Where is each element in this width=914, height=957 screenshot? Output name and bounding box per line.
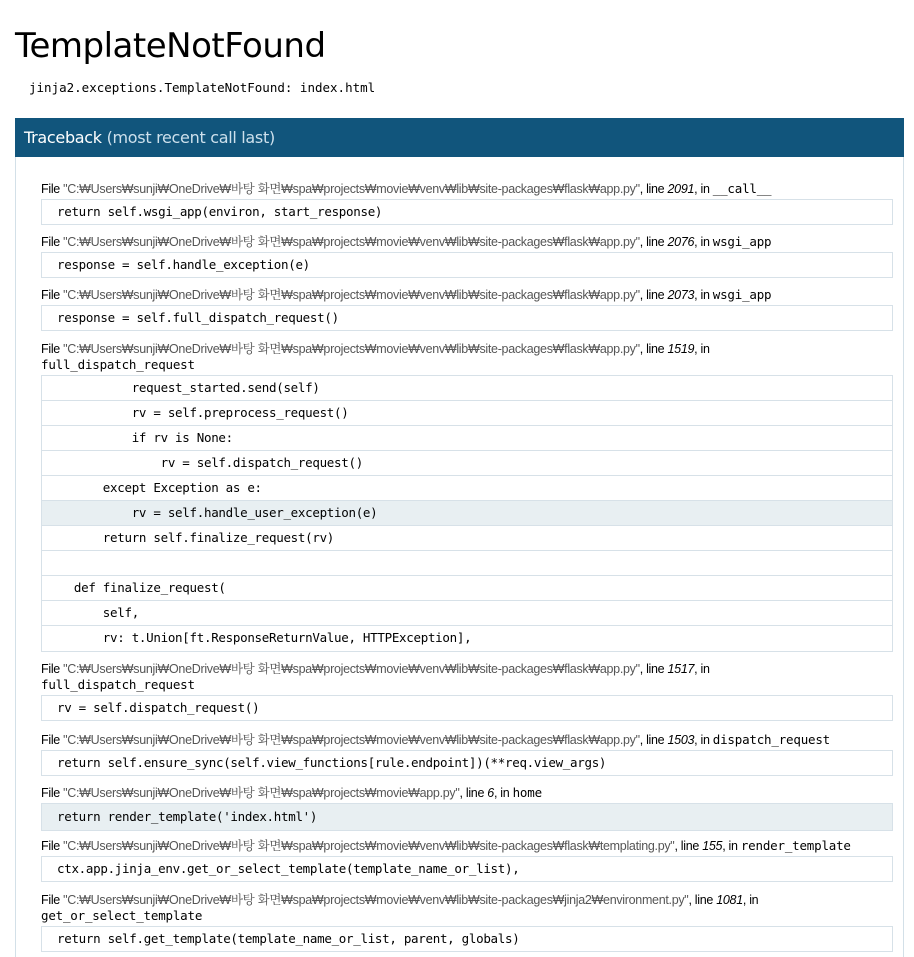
traceback-frame — [41, 892, 893, 952]
code-line: request_started.send(self) — [42, 376, 892, 401]
code-line: rv = self.preprocess_request() — [42, 401, 892, 426]
frame-line-number: 1081 — [716, 893, 743, 907]
code-line: return self.finalize_request(rv) — [42, 526, 892, 551]
code-line-current: return render_template('index.html') — [42, 804, 892, 830]
frame-code-block[interactable] — [41, 926, 893, 952]
frame-line-number: 1517 — [667, 662, 695, 676]
traceback-frame — [41, 732, 893, 776]
frame-line-number: 2076 — [667, 235, 695, 249]
frame-function-name: get_or_select_template — [41, 908, 203, 923]
frame-function-name: render_template — [740, 838, 851, 853]
code-line: rv: t.Union[ft.ResponseReturnValue, HTTPException], — [45, 630, 472, 645]
frame-file-path: "C:₩Users₩sunji₩OneDrive₩바탕 화면₩spa₩projects₩movie₩venv₩lib₩site-packages₩flask₩app.py" — [63, 235, 640, 249]
traceback-frame — [41, 181, 893, 225]
frame-file-path: "C:₩Users₩sunji₩OneDrive₩바탕 화면₩spa₩projects₩movie₩venv₩lib₩site-packages₩jinja2₩environment.py" — [63, 893, 689, 907]
frame-file-line: File "C:₩Users₩sunji₩OneDrive₩바탕 화면₩spa₩projects₩movie₩venv₩lib₩site-packages₩flask₩app.py", line 2076, in wsgi_app — [41, 234, 772, 249]
code-line: response = self.handle_exception(e) — [57, 257, 310, 272]
frame-file-line: File "C:₩Users₩sunji₩OneDrive₩바탕 화면₩spa₩projects₩movie₩venv₩lib₩site-packages₩jinja2₩environment.py", line 1081, in — [41, 893, 759, 907]
page-title: TemplateNotFound — [15, 26, 326, 66]
traceback-header[interactable] — [15, 118, 904, 157]
frame-file-line: File "C:₩Users₩sunji₩OneDrive₩바탕 화면₩spa₩projects₩movie₩venv₩lib₩site-packages₩flask₩app.py", line 2091, in __call__ — [41, 181, 772, 196]
frame-file-path: "C:₩Users₩sunji₩OneDrive₩바탕 화면₩spa₩projects₩movie₩venv₩lib₩site-packages₩flask₩app.py" — [63, 662, 640, 676]
code-line: except Exception as e: — [42, 476, 892, 501]
frame-code-block[interactable] — [41, 803, 893, 831]
frame-file-path: "C:₩Users₩sunji₩OneDrive₩바탕 화면₩spa₩projects₩movie₩venv₩lib₩site-packages₩flask₩app.py" — [63, 288, 640, 302]
frame-function-name: wsgi_app — [712, 234, 772, 249]
frame-file-path: "C:₩Users₩sunji₩OneDrive₩바탕 화면₩spa₩projects₩movie₩venv₩lib₩site-packages₩flask₩app.py" — [63, 342, 640, 356]
traceback-header-subtitle: (most recent call last) — [106, 128, 275, 147]
frame-code-block[interactable] — [41, 750, 893, 776]
frame-file-line: File "C:₩Users₩sunji₩OneDrive₩바탕 화면₩spa₩projects₩movie₩app.py", line 6, in home — [41, 785, 542, 800]
traceback-frame — [41, 234, 893, 278]
frame-line-number: 2091 — [667, 182, 695, 196]
code-line: ctx.app.jinja_env.get_or_select_template(template_name_or_list), — [57, 861, 520, 876]
code-line: rv = self.dispatch_request() — [42, 451, 892, 476]
code-line: return self.ensure_sync(self.view_functions[rule.endpoint])(**req.view_args) — [57, 755, 607, 770]
frame-file-path: "C:₩Users₩sunji₩OneDrive₩바탕 화면₩spa₩projects₩movie₩venv₩lib₩site-packages₩flask₩app.py" — [63, 182, 640, 196]
traceback-frame-application — [41, 785, 893, 831]
frame-line-number: 2073 — [667, 288, 695, 302]
frame-line-number: 1519 — [667, 342, 695, 356]
frame-file-line: File "C:₩Users₩sunji₩OneDrive₩바탕 화면₩spa₩projects₩movie₩venv₩lib₩site-packages₩flask₩app.py", line 1503, in dispatch_request — [41, 732, 830, 747]
traceback-frame — [41, 838, 893, 882]
code-line: return self.wsgi_app(environ, start_response) — [42, 200, 892, 224]
frame-file-path: "C:₩Users₩sunji₩OneDrive₩바탕 화면₩spa₩projects₩movie₩venv₩lib₩site-packages₩flask₩app.py" — [63, 733, 640, 747]
frame-function-name: full_dispatch_request — [41, 677, 195, 692]
frame-file-line: File "C:₩Users₩sunji₩OneDrive₩바탕 화면₩spa₩projects₩movie₩venv₩lib₩site-packages₩flask₩app.py", line 1517, in — [41, 662, 710, 676]
frame-code-block[interactable] — [41, 375, 893, 652]
frame-code-block[interactable] — [41, 695, 893, 721]
traceback-frame — [41, 287, 893, 331]
frame-code-block[interactable] — [41, 856, 893, 882]
frame-function-name: home — [512, 785, 542, 800]
frame-line-number: 1503 — [667, 733, 695, 747]
code-line — [42, 551, 892, 576]
frame-line-number: 155 — [702, 839, 723, 853]
code-line: return self.get_template(template_name_or_list, parent, globals) — [57, 931, 520, 946]
traceback-frame — [41, 661, 893, 721]
frame-function-name: full_dispatch_request — [41, 357, 195, 372]
frame-line-number: 6 — [487, 786, 494, 800]
frame-file-line: File "C:₩Users₩sunji₩OneDrive₩바탕 화면₩spa₩projects₩movie₩venv₩lib₩site-packages₩flask₩app.py", line 1519, in — [41, 342, 710, 356]
frame-file-line: File "C:₩Users₩sunji₩OneDrive₩바탕 화면₩spa₩projects₩movie₩venv₩lib₩site-packages₩flask₩app.py", line 2073, in wsgi_app — [41, 287, 772, 302]
traceback-header-title: Traceback — [24, 128, 102, 147]
frame-code-block[interactable] — [41, 252, 893, 278]
frame-function-name: __call__ — [712, 181, 772, 196]
traceback-frame-expanded — [41, 341, 893, 652]
code-line: self, — [42, 601, 892, 626]
code-line: if rv is None: — [42, 426, 892, 451]
error-message: jinja2.exceptions.TemplateNotFound: index.html — [29, 80, 376, 95]
code-line-current: rv = self.handle_user_exception(e) — [42, 501, 892, 526]
code-line: rv = self.dispatch_request() — [57, 700, 260, 715]
frame-function-name: dispatch_request — [712, 732, 830, 747]
code-line: def finalize_request( — [42, 576, 892, 601]
frame-file-path: "C:₩Users₩sunji₩OneDrive₩바탕 화면₩spa₩projects₩movie₩venv₩lib₩site-packages₩flask₩templating.py" — [63, 839, 675, 853]
frame-code-block[interactable] — [41, 199, 893, 225]
frame-file-line: File "C:₩Users₩sunji₩OneDrive₩바탕 화면₩spa₩projects₩movie₩venv₩lib₩site-packages₩flask₩templating.py", line 155, in render_template — [41, 838, 851, 853]
code-line: response = self.full_dispatch_request() — [57, 310, 339, 325]
frame-file-path: "C:₩Users₩sunji₩OneDrive₩바탕 화면₩spa₩projects₩movie₩app.py" — [63, 786, 460, 800]
frame-code-block[interactable] — [41, 305, 893, 331]
frame-function-name: wsgi_app — [712, 287, 772, 302]
